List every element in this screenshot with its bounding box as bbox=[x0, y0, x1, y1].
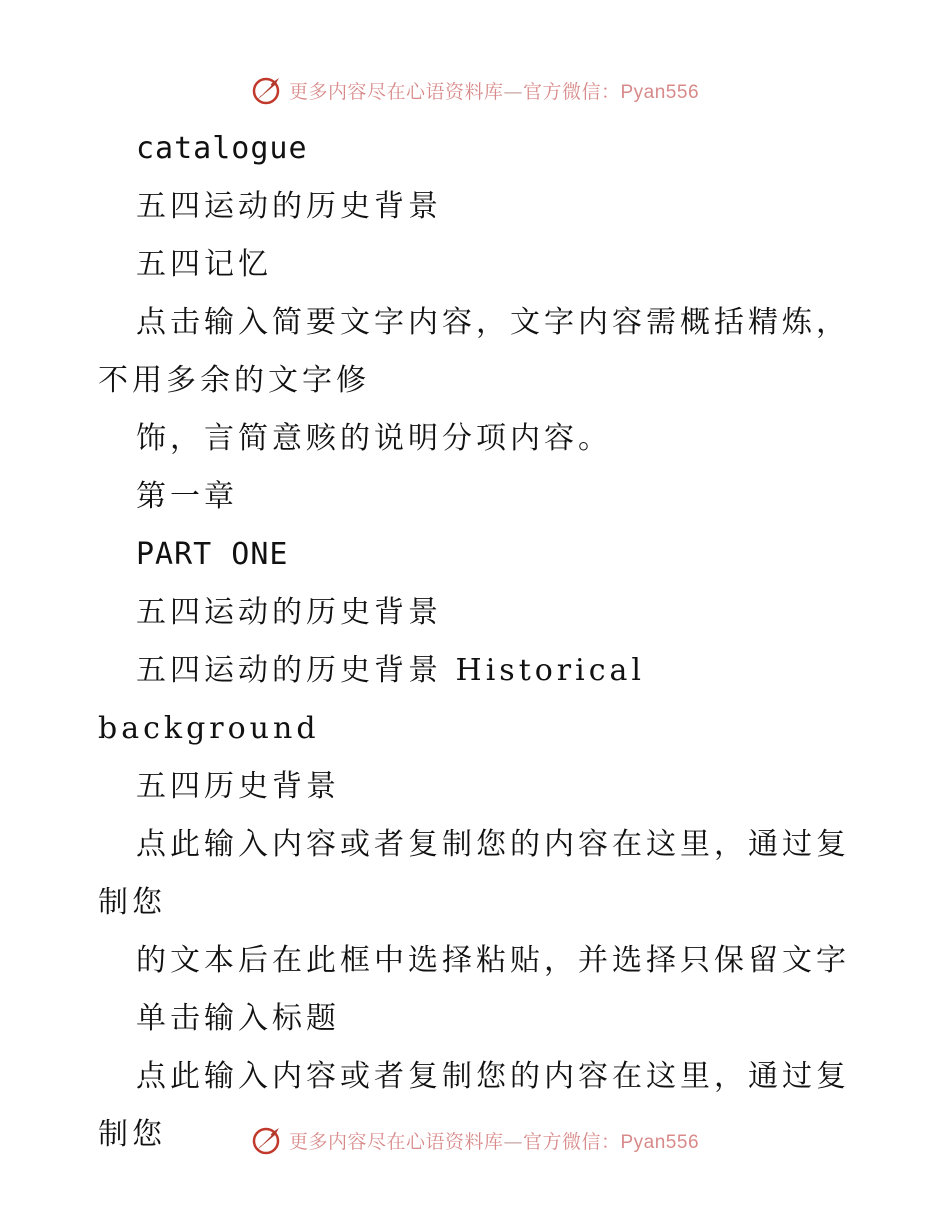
paragraph: 饰，言简意赅的说明分项内容。 bbox=[136, 421, 612, 456]
quill-pen-logo-icon bbox=[251, 1124, 283, 1156]
paragraph: 点此输入内容或者复制您的内容在这里，通过复制您 bbox=[98, 827, 850, 920]
banner-separator: — bbox=[503, 1130, 523, 1153]
banner-text bbox=[289, 1127, 699, 1154]
paragraph: 第一章 bbox=[136, 479, 238, 514]
banner-library-text: 更多内容尽在心语资料库 bbox=[288, 80, 504, 103]
paragraph: catalogue bbox=[136, 131, 308, 166]
paragraph: 五四运动的历史背景 Historical background bbox=[98, 653, 659, 746]
header-banner bbox=[0, 70, 950, 110]
banner-wechat-id: Pyan556 bbox=[620, 1131, 700, 1153]
paragraph: 五四历史背景 bbox=[136, 769, 340, 804]
paragraph: 五四运动的历史背景 bbox=[136, 595, 442, 630]
paragraph: 单击输入标题 bbox=[136, 1001, 340, 1036]
paragraph: 的文本后在此框中选择粘贴，并选择只保留文字 bbox=[136, 943, 850, 978]
document-body bbox=[98, 120, 858, 1164]
banner-library-text: 更多内容尽在心语资料库 bbox=[288, 1130, 504, 1153]
banner-separator: — bbox=[503, 80, 523, 103]
paragraph: 五四运动的历史背景 bbox=[136, 189, 442, 224]
banner-official-label: 官方微信： bbox=[522, 80, 621, 103]
paragraph: PART ONE bbox=[136, 537, 289, 572]
paragraph: 点击输入简要文字内容，文字内容需概括精炼，不用多余的文字修 bbox=[98, 305, 850, 398]
banner-wechat-id: Pyan556 bbox=[620, 81, 700, 103]
footer-banner bbox=[0, 1120, 950, 1160]
banner-official-label: 官方微信： bbox=[522, 1130, 621, 1153]
paragraph: 点此输入内容或者复制您的内容在这里，通过复制您 bbox=[98, 1059, 850, 1152]
quill-pen-logo-icon bbox=[251, 74, 283, 106]
paragraph: 五四记忆 bbox=[136, 247, 272, 282]
banner-text bbox=[289, 77, 699, 104]
